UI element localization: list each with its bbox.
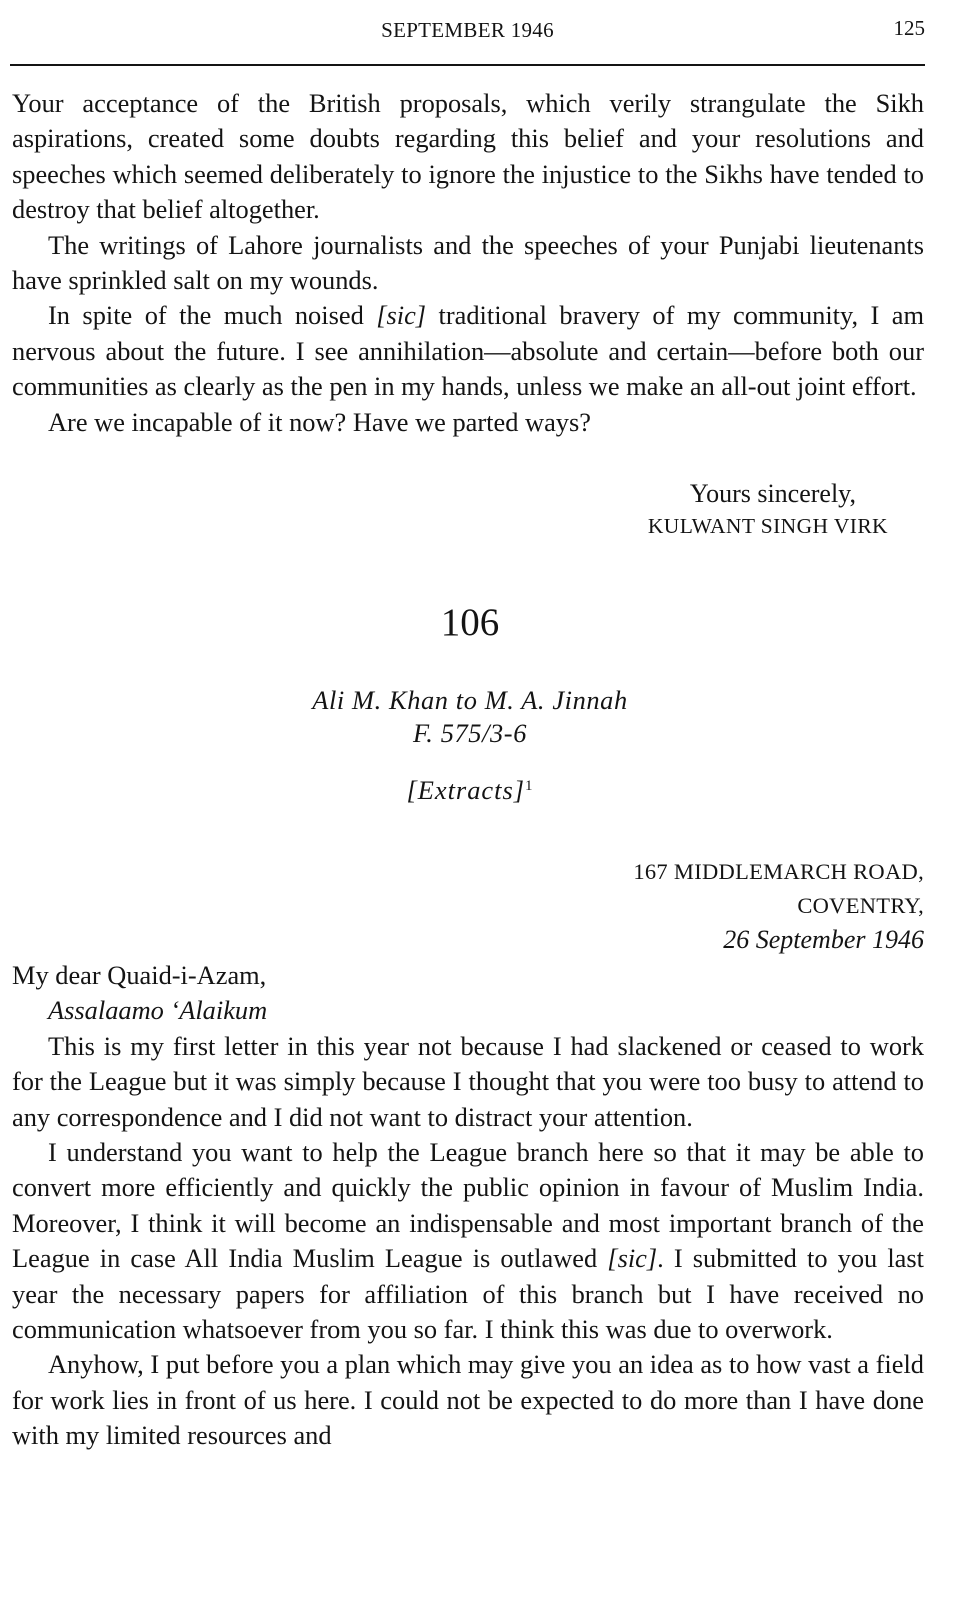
paragraph (12, 298, 924, 404)
paragraph: This is my first letter in this year not because I had slackened or ceased to work for the League but it was simply because I thought that you were too busy to attend to any correspondence and I did not want to distract your attention. (12, 1030, 924, 1132)
letter-105-continuation (12, 86, 924, 440)
text-run: I understand you want to help the League branch here so that it may be able to convert more efficiently and quickly the public opinion in favour of Muslim India. Moreover, I think it will become an indispensable and most important branch of the League in case All India Muslim League is outlawed (12, 1137, 924, 1274)
paragraph: Are we incapable of it now? Have we parted ways? (48, 406, 591, 437)
running-title: SEPTEMBER 1946 (381, 18, 554, 42)
sic-marker: [sic] (376, 300, 427, 331)
signer-name: KULWANT SINGH VIRK (647, 514, 888, 538)
extracts-label: [Extracts] (406, 775, 525, 805)
signoff (648, 477, 888, 541)
sender-address (633, 855, 924, 957)
sic-marker: [sic] (607, 1243, 658, 1274)
letter-date: 26 September 1946 (723, 925, 924, 954)
letter-106-body (12, 958, 924, 1454)
address-line: 167 MIDDLEMARCH ROAD, (633, 859, 924, 884)
salutation: My dear Quaid-i-Azam, (12, 960, 267, 990)
page-number: 125 (893, 16, 925, 40)
paragraph: Your acceptance of the British proposals, which verily strangulate the Sikh aspirations, created some doubts regarding this belief and your resolutions and speeches which seemed deliberately to ignore the injustice to the Sikhs have tended to destroy that belief altogether. (12, 88, 924, 225)
file-reference: F. 575/3-6 (412, 718, 527, 748)
paragraph: The writings of Lahore journalists and the speeches of your Punjabi lieutenants have sprinkled salt on my wounds. (12, 229, 924, 296)
document-title: Ali M. Khan to M. A. Jinnah (312, 685, 628, 715)
running-head (10, 12, 925, 52)
closing: Yours sincerely, (689, 479, 856, 508)
header-rule (10, 64, 925, 66)
extracts-note (0, 775, 940, 806)
paragraph (12, 1135, 924, 1347)
footnote-ref: 1 (525, 778, 534, 794)
text-run: In spite of the much noised (48, 300, 377, 331)
paragraph: Anyhow, I put before you a plan which may give you an idea as to how vast a field for work lies in front of us here. I could not be expected to do more than I have done with my limited resources and (12, 1349, 924, 1451)
greeting: Assalaamo ʻAlaikum (48, 995, 268, 1026)
text-run: . I submitted to you last year the necessary papers for affiliation of this branch but I have received no communication whatsoever from you so far. I think this was due to overwork. (12, 1243, 925, 1345)
document-header (0, 684, 940, 750)
document-number: 106 (440, 601, 500, 644)
text-run: traditional bravery of my community, I am nervous about the future. I see annihilation—absolute and certain—before both our communities as clearly as the pen in my hands, unless we make an all-out joint effort. (12, 300, 924, 402)
address-line: COVENTRY, (797, 893, 924, 918)
